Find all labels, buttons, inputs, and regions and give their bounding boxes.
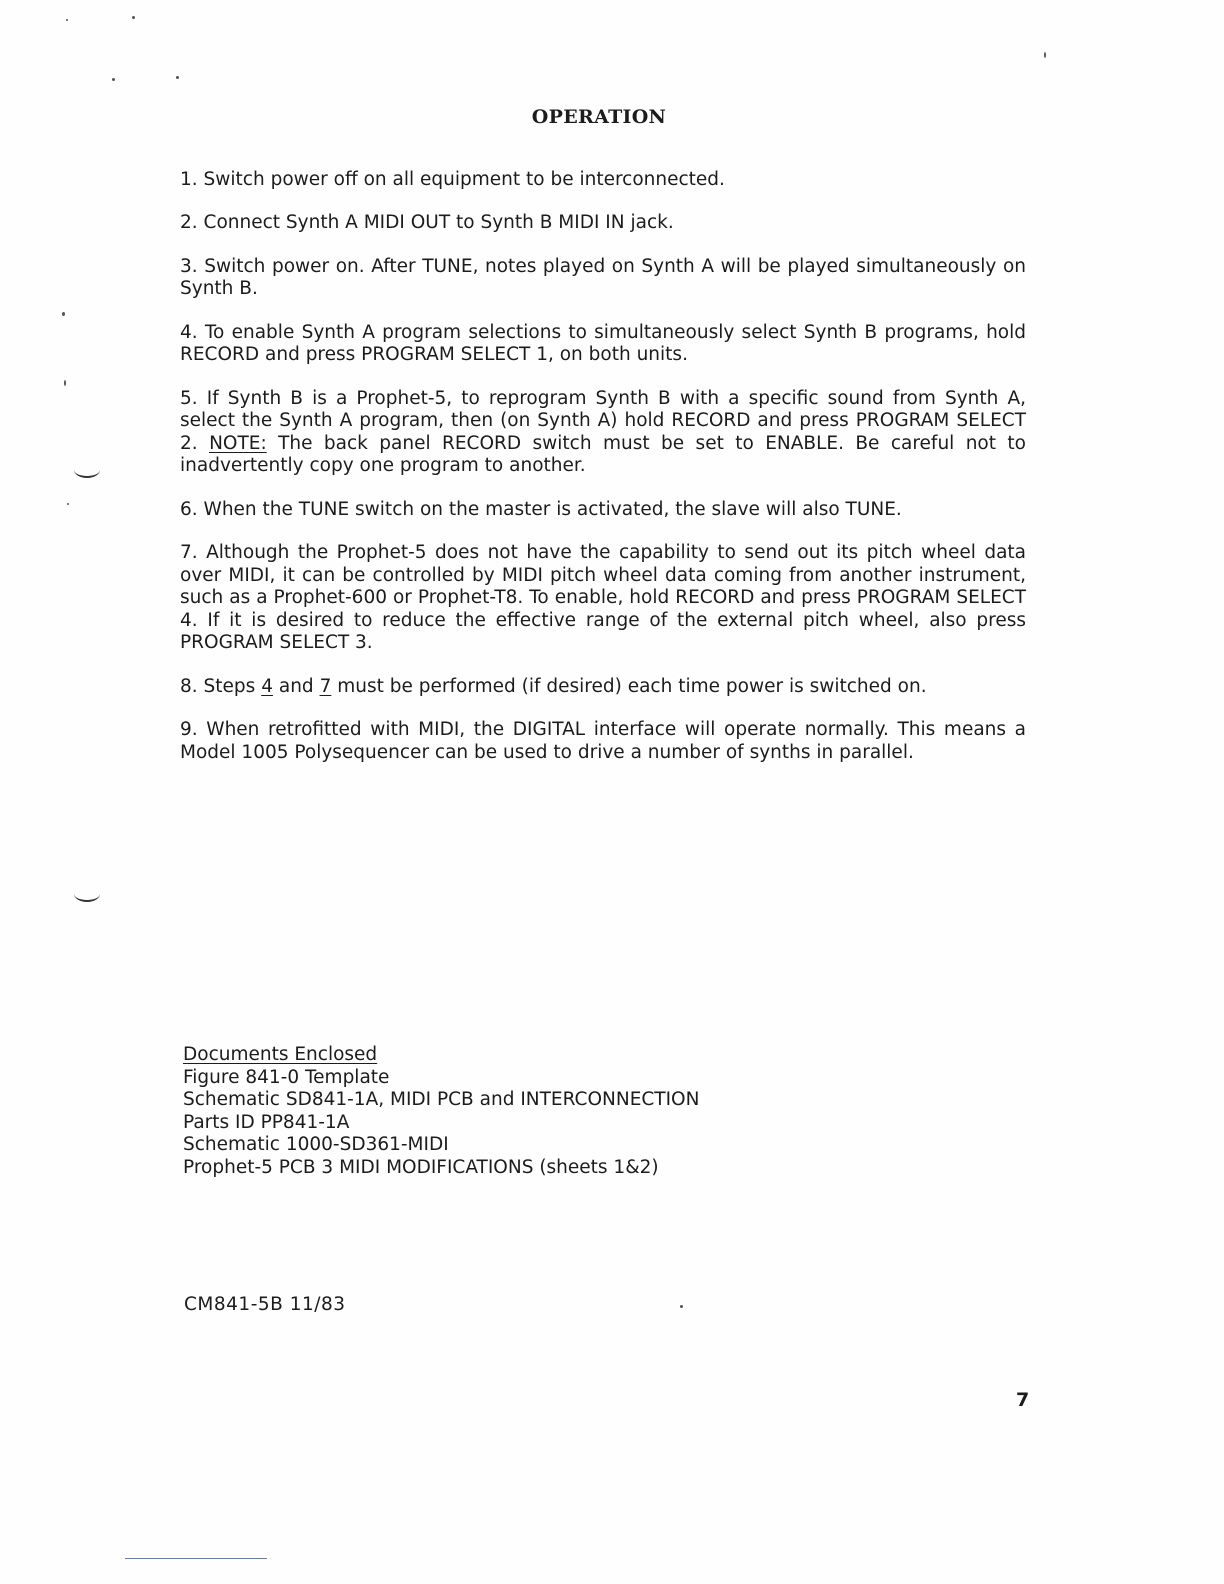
binder-hole-mark — [74, 886, 100, 902]
scan-speck — [1044, 52, 1046, 58]
step-5-text: 5. If Synth B is a Prophet-5, to reprogram Synth B with a specific sound from Synth A, select the Synth A program, then (on Synth A) hold RECORD and press PROGRAM SELECT 2. — [180, 387, 1026, 454]
step-2: 2. Connect Synth A MIDI OUT to Synth B MIDI IN jack. — [180, 212, 674, 233]
scan-edge-line — [125, 1558, 267, 1559]
scan-speck — [176, 76, 179, 79]
step-6: 6. When the TUNE switch on the master is activated, the slave will also TUNE. — [180, 498, 902, 520]
scan-speck — [680, 1305, 683, 1308]
step-5 — [180, 388, 1026, 478]
step-9: 9. When retrofitted with MIDI, the DIGITAL interface will operate normally. This means a Model 1005 Polysequencer can be used to drive a number of synths in parallel. — [180, 719, 1026, 763]
page-title: OPERATION — [531, 106, 667, 128]
document-item: Prophet-5 PCB 3 MIDI MODIFICATIONS (sheets 1&2) — [183, 1156, 659, 1178]
step-5-note-text: The back panel RECORD switch must be set to ENABLE. Be careful not to inadvertently copy one program to another. — [180, 432, 1026, 476]
scan-speck — [62, 312, 65, 316]
documents-heading: Documents Enclosed — [183, 1044, 378, 1065]
page-number: 7 — [1016, 1389, 1030, 1411]
document-item: Parts ID PP841-1A — [183, 1111, 350, 1133]
step-8-suffix: must be performed (if desired) each time power is switched on. — [337, 675, 927, 697]
step-8-middle: and — [278, 675, 314, 697]
documents-enclosed — [183, 1044, 983, 1179]
scan-speck — [66, 19, 68, 21]
binder-hole-mark — [74, 462, 100, 478]
step-1: 1. Switch power off on all equipment to be interconnected. — [180, 168, 725, 190]
operation-steps — [180, 150, 1026, 785]
document-item: Schematic 1000-SD361-MIDI — [183, 1134, 449, 1155]
step-7: 7. Although the Prophet-5 does not have the capability to send out its pitch wheel data over MIDI, it can be controlled by MIDI pitch wheel data coming from another instrument, such as a Prophet-600 or Prophet-T8. To enable, hold RECORD and press PROGRAM SELECT 4. If it is desired to reduce the effective range of the external pitch wheel, also press PROGRAM SELECT 3. — [180, 542, 1026, 653]
scan-speck — [64, 380, 66, 386]
document-item: Figure 841-0 Template — [183, 1066, 390, 1088]
step-3: 3. Switch power on. After TUNE, notes played on Synth A will be played simultaneously on Synth B. — [180, 255, 1026, 299]
scan-speck — [132, 16, 135, 19]
step-ref-4: 4 — [261, 675, 273, 697]
document-code: CM841-5B 11/83 — [184, 1294, 346, 1315]
note-label: NOTE: — [209, 432, 267, 454]
step-8 — [180, 676, 1026, 699]
document-item: Schematic SD841-1A, MIDI PCB and INTERCONNECTION — [183, 1089, 700, 1110]
scan-speck — [112, 78, 115, 81]
step-ref-7: 7 — [319, 675, 332, 697]
step-4: 4. To enable Synth A program selections to simultaneously select Synth B programs, hold RECORD and press PROGRAM SELECT 1, on both units. — [180, 321, 1026, 365]
scan-speck — [67, 503, 69, 505]
step-8-prefix: 8. Steps — [180, 675, 256, 697]
